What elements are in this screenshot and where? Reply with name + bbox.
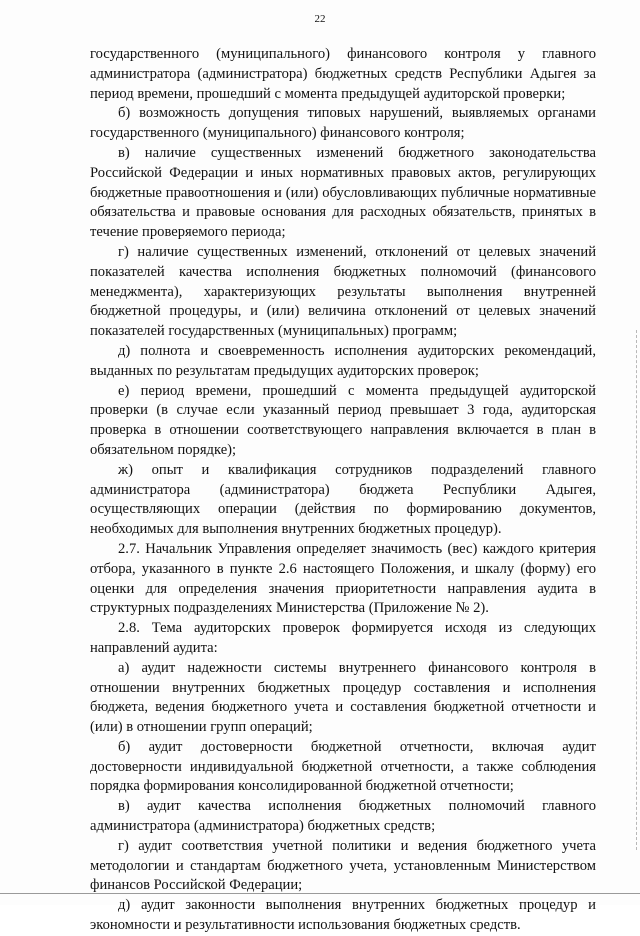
page-number: 22 [314,13,326,25]
paragraph-audit-d: д) аудит законности выполнения внутренних бюджетных процедур и экономности и результативности использования бюджетных средств. [90,897,596,934]
paragraph-section-2-8: 2.8. Тема аудиторских проверок формируется исходя из следующих направлений аудита: [90,620,596,656]
paragraph-item-v: в) наличие существенных изменений бюджетного законодательства Российской Федерации и иных нормативных правовых актов, регулирующих бюджетные правоотношения и (или) обусловливающих публичные нормативные обязательства и правовые основания для расходных обязательств, принятых в течение проверяемого периода; [90,144,596,241]
paragraph-item-b: б) возможность допущения типовых нарушений, выявляемых органами государственного (муниципального) финансового контроля; [90,105,596,142]
paragraph-audit-g: г) аудит соответствия учетной политики и ведения бюджетного учета методологии и стандартам бюджетного учета, установленным Министерством финансов Российской Федерации; [90,837,596,894]
scan-edge-right [635,330,637,850]
scan-bottom-edge [0,893,640,894]
paragraph-item-d: д) полнота и своевременность исполнения аудиторских рекомендаций, выданных по результатам предыдущих аудиторских проверок; [90,342,596,379]
paragraph-item-zh: ж) опыт и квалификация сотрудников подразделений главного администратора (администратора) бюджета Республики Адыгея, осуществляющих операции (действия по формированию документов, необходимых для выполнения внутренних бюджетных процедур). [90,461,596,538]
paragraph-audit-a: а) аудит надежности системы внутреннего финансового контроля в отношении внутренних бюджетных процедур составления и исполнения бюджета, ведения бюджетного учета и составления бюджетной отчетности и (или) в отношении групп операций; [90,659,596,736]
document-body [90,45,596,936]
paragraph-item-g: г) наличие существенных изменений, отклонений от целевых значений показателей качества исполнения бюджетных полномочий (финансового менеджмента), характеризующих результаты выполнения внутренней бюджетной процедуры, и (или) величина отклонений от целевых значений показателей государственных (муниципальных) программ; [90,243,596,340]
paragraph-audit-v: в) аудит качества исполнения бюджетных полномочий главного администратора (администратора) бюджетных средств; [90,798,596,835]
paragraph-audit-b: б) аудит достоверности бюджетной отчетности, включая аудит достоверности индивидуальной бюджетной отчетности, а также соблюдения порядка формирования консолидированной бюджетной отчетности; [90,738,596,795]
paragraph-section-2-7: 2.7. Начальник Управления определяет значимость (вес) каждого критерия отбора, указанного в пункте 2.6 настоящего Положения, и шкалу (форму) его оценки для определения значения приоритетности направления аудита в структурных подразделениях Министерства (Приложение № 2). [90,540,596,617]
paragraph-item-e: е) период времени, прошедший с момента предыдущей аудиторской проверки (в случае если указанный период превышает 3 года, аудиторская проверка в отношении соответствующего направления включается в план в обязательном порядке); [90,382,596,458]
paragraph-continuation: государственного (муниципального) финансового контроля у главного администратора (администратора) бюджетных средств Республики Адыгея за период времени, прошедший с момента предыдущей аудиторской проверки; [90,46,596,102]
